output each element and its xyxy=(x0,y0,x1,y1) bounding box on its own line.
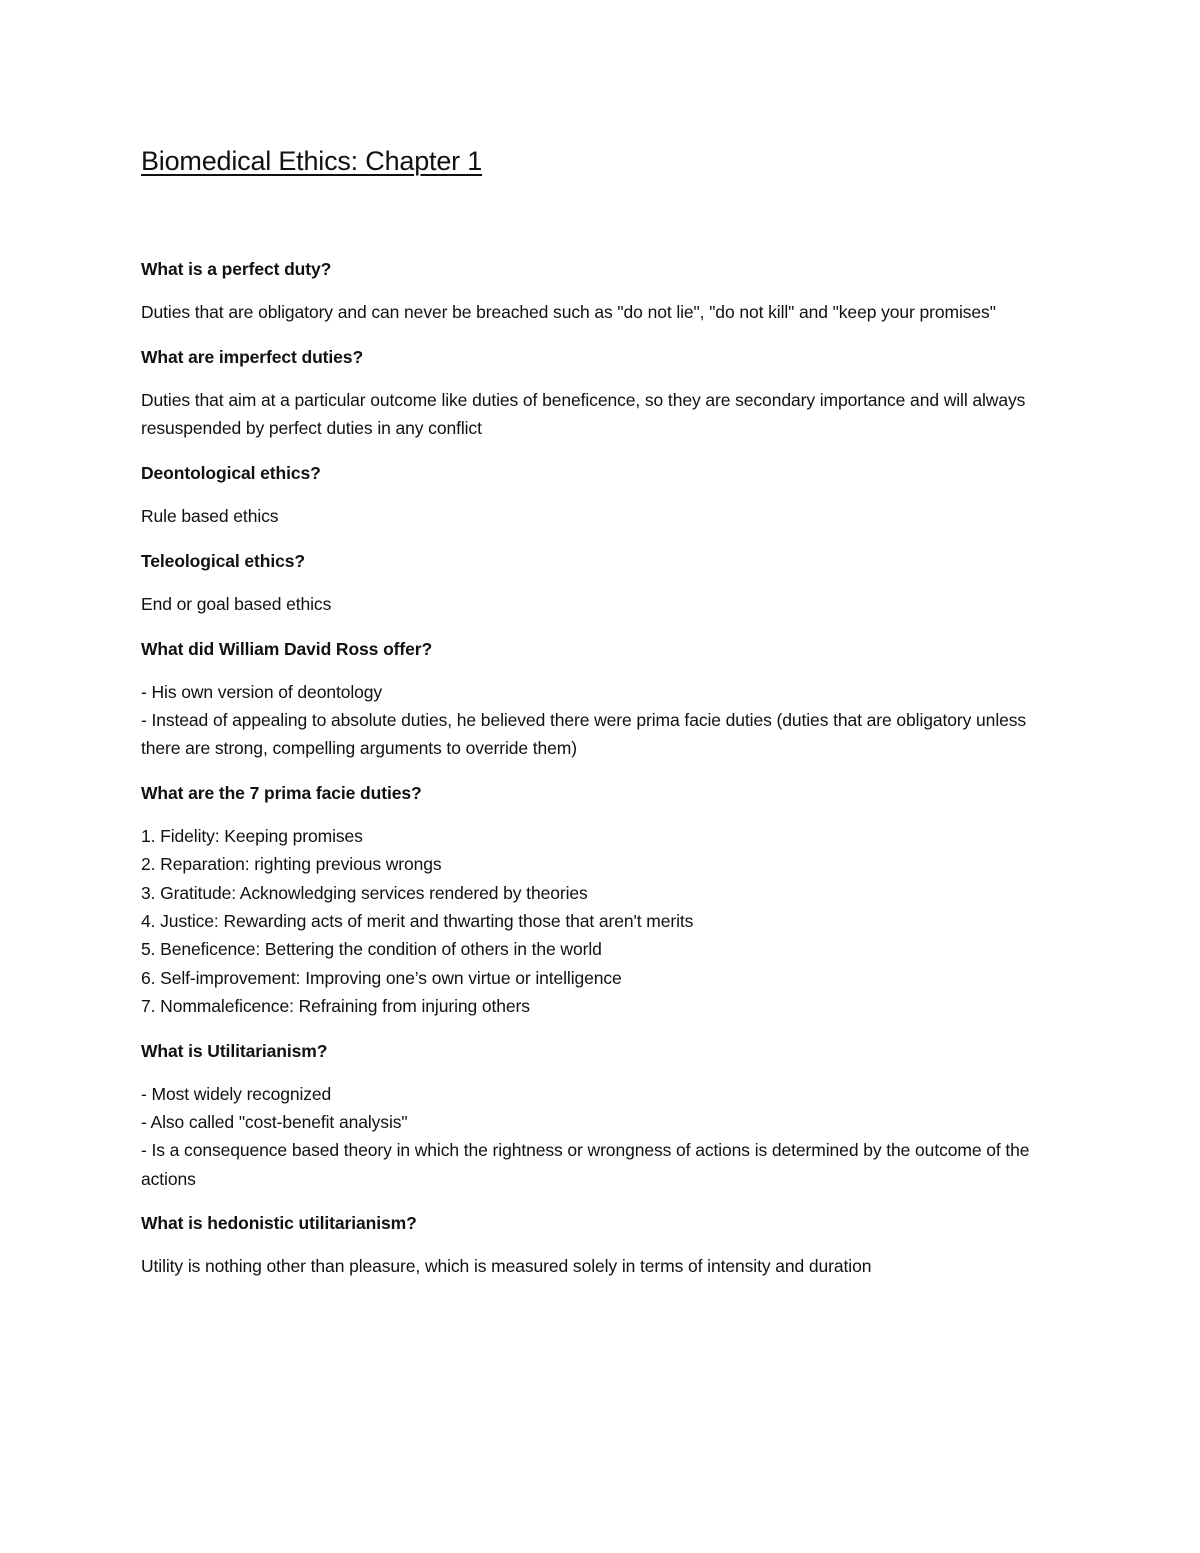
list-item: - Also called "cost-benefit analysis" xyxy=(141,1111,408,1132)
list-item: 1. Fidelity: Keeping promises xyxy=(141,825,363,846)
answer-text: Utility is nothing other than pleasure, which is measured solely in terms of intensity and duration xyxy=(141,1256,872,1277)
document-page xyxy=(141,138,1061,1297)
list-item: - Most widely recognized xyxy=(141,1083,332,1104)
section-imperfect-duties xyxy=(141,343,1061,443)
section-perfect-duty xyxy=(141,255,1061,327)
answer-list xyxy=(141,678,1061,763)
list-item: - His own version of deontology xyxy=(141,681,383,702)
list-item: - Instead of appealing to absolute duties, he believed there were prima facie duties (duties that are obligatory unless there are strong, compelling arguments to override them) xyxy=(141,709,1027,759)
question-heading: What is hedonistic utilitarianism? xyxy=(141,1213,417,1234)
question-heading: What is Utilitarianism? xyxy=(141,1040,328,1061)
list-item: 4. Justice: Rewarding acts of merit and thwarting those that aren't merits xyxy=(141,910,694,931)
section-ross xyxy=(141,635,1061,763)
list-item: 6. Self-improvement: Improving one’s own virtue or intelligence xyxy=(141,967,622,988)
answer-text: Duties that are obligatory and can never be breached such as "do not lie", "do not kill" and "keep your promises" xyxy=(141,302,996,322)
list-item: - Is a consequence based theory in which the rightness or wrongness of actions is determined by the outcome of the actions xyxy=(141,1140,1030,1189)
list-item: 2. Reparation: righting previous wrongs xyxy=(141,854,442,875)
section-teleological-ethics xyxy=(141,547,1061,619)
answer-text: End or goal based ethics xyxy=(141,593,332,614)
document-title: Biomedical Ethics: Chapter 1 xyxy=(141,146,483,176)
question-heading: What is a perfect duty? xyxy=(141,259,332,279)
list-item: 3. Gratitude: Acknowledging services rendered by theories xyxy=(141,882,588,903)
section-prima-facie-duties xyxy=(141,779,1061,1021)
question-heading: What did William David Ross offer? xyxy=(141,638,433,659)
answer-text: Rule based ethics xyxy=(141,506,279,527)
answer-list xyxy=(141,822,1061,1021)
question-heading: Deontological ethics? xyxy=(141,463,321,484)
question-heading: What are imperfect duties? xyxy=(141,346,364,367)
question-heading: Teleological ethics? xyxy=(141,550,305,571)
question-heading: What are the 7 prima facie duties? xyxy=(141,782,422,803)
section-deontological-ethics xyxy=(141,459,1061,531)
section-utilitarianism xyxy=(141,1037,1061,1194)
list-item: 7. Nommaleficence: Refraining from injuring others xyxy=(141,996,530,1017)
answer-text: Duties that aim at a particular outcome like duties of beneficence, so they are secondary importance and will always resuspended by perfect duties in any conflict xyxy=(141,389,1026,439)
list-item: 5. Beneficence: Bettering the condition of others in the world xyxy=(141,939,602,960)
section-hedonistic-utilitarianism xyxy=(141,1209,1061,1281)
answer-list xyxy=(141,1080,1061,1194)
